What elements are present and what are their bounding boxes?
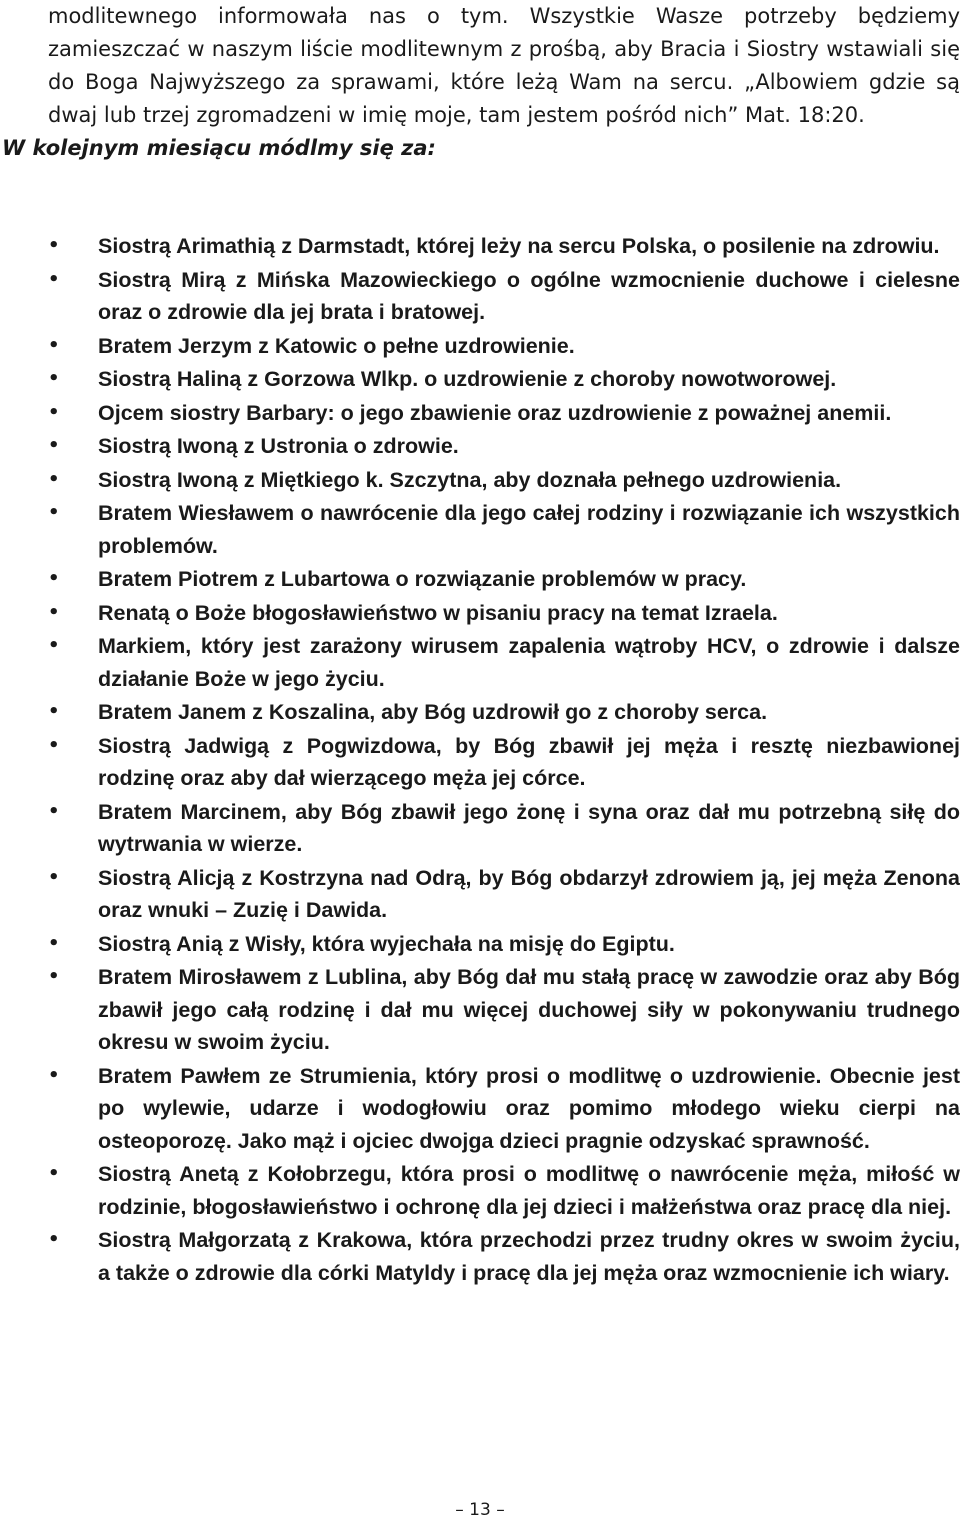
prayer-item-text: Siostrą Jadwigą z Pogwizdowa, by Bóg zbawił jej męża i resztę niezbawionej rodzinę oraz aby dał wierzącego męża jej córce. [98,733,960,790]
bullet-icon: • [48,468,60,490]
bullet-icon: • [48,866,60,888]
prayer-item [48,862,960,927]
prayer-item-text: Siostrą Małgorzatą z Krakowa, która przechodzi przez trudny okres w swoim życiu, a także o zdrowie dla córki Matyldy i pracę dla jej męża oraz wzmocnienie ich wiary. [98,1228,960,1285]
prayer-item-text: Bratem Wiesławem o nawrócenie dla jego całej rodziny i rozwiązanie ich wszystkich problemów. [98,501,960,558]
prayer-item-text: Siostrą Anetą z Kołobrzegu, która prosi o modlitwę o nawrócenie męża, miłość w rodzinie, błogosławieństwo i ochronę dla jej dzieci i małżeństwa oraz pracę dla niej. [98,1162,960,1219]
prayer-item-text: Bratem Mirosławem z Lublina, aby Bóg dał mu stałą pracę w zawodzie oraz aby Bóg zbawił jego całą rodzinę i dał mu więcej duchowej siły w pokonywaniu trudnego okresu w swoim życiu. [98,965,960,1054]
prayer-item [48,363,960,396]
bullet-icon: • [48,568,60,589]
prayer-item [48,630,960,695]
prayer-item [48,230,960,263]
bullet-icon: • [48,734,60,756]
prayer-item-text: Renatą o Boże błogosławieństwo w pisaniu pracy na temat Izraela. [98,600,778,625]
prayer-item [48,397,960,430]
prayer-item [48,464,960,497]
prayer-item [48,330,960,363]
bullet-icon: • [48,268,60,290]
prayer-item-text: Siostrą Arimathią z Darmstadt, której leży na sercu Polska, o posilenie na zdrowiu. [98,234,940,258]
bullet-icon: • [48,800,60,822]
prayer-item [48,1224,960,1289]
prayer-item-text: Bratem Janem z Koszalina, aby Bóg uzdrowił go z choroby serca. [98,700,768,724]
prayer-item [48,497,960,562]
bullet-icon: • [48,1163,60,1184]
prayer-item [48,563,960,596]
prayer-item-text: Bratem Piotrem z Lubartowa o rozwiązanie problemów w pracy. [98,567,747,591]
prayer-item-text: Bratem Jerzym z Katowic o pełne uzdrowienie. [98,333,575,358]
prayer-item [48,730,960,795]
bullet-icon: • [48,601,60,623]
bullet-icon: • [48,701,60,722]
bullet-icon: • [48,1064,60,1086]
prayer-item-text: Markiem, który jest zarażony wirusem zapalenia wątroby HCV, o zdrowie i dalsze działanie Boże w jego życiu. [98,634,960,691]
prayer-item [48,796,960,861]
prayer-item [48,1158,960,1223]
prayer-item [48,597,960,630]
page-number: – 13 – [455,1500,505,1520]
bullet-icon: • [48,401,60,423]
prayer-list [48,230,960,1290]
bullet-icon: • [48,1229,60,1250]
prayer-item [48,961,960,1059]
prayer-item-text: Siostrą Iwoną z Miętkiego k. Szczytna, aby doznała pełnego uzdrowienia. [98,467,842,492]
prayer-item [48,1060,960,1158]
document-page [2,0,960,1285]
bullet-icon: • [48,635,60,656]
bullet-icon: • [48,235,60,256]
bullet-icon: • [48,502,60,523]
prayer-item [48,696,960,729]
bullet-icon: • [48,334,60,356]
prayer-item-text: Siostrą Alicją z Kostrzyna nad Odrą, by Bóg obdarzył zdrowiem ją, jej męża Zenona oraz wnuki – Zuzię i Dawida. [98,865,960,922]
bullet-icon: • [48,966,60,987]
prayer-item-text: Siostrą Mirą z Mińska Mazowieckiego o ogólne wzmocnienie duchowe i cielesne oraz o zdrowie dla jej brata i bratowej. [98,267,960,324]
bullet-icon: • [48,435,60,456]
section-heading: W kolejnym miesiącu módlmy się za: [2,136,436,160]
prayer-item-text: Ojcem siostry Barbary: o jego zbawienie oraz uzdrowienie z poważnej anemii. [98,400,892,425]
intro-paragraph: modlitewnego informowała nas o tym. Wszystkie Wasze potrzeby będziemy zamieszczać w naszym liście modlitewnym z prośbą, aby Bracia i Siostry wstawiali się do Boga Najwyższego za sprawami, które leżą Wam na sercu. „Albowiem gdzie są dwaj lub trzej zgromadzeni w imię moje, tam jestem pośród nich” Mat. 18:20. [48,4,960,127]
prayer-item [48,264,960,329]
prayer-item-text: Siostrą Anią z Wisły, która wyjechała na misję do Egiptu. [98,931,675,956]
bullet-icon: • [48,368,60,389]
bullet-icon: • [48,932,60,954]
prayer-item [48,928,960,961]
prayer-item-text: Siostrą Iwoną z Ustronia o zdrowie. [98,434,459,458]
prayer-item-text: Siostrą Haliną z Gorzowa Wlkp. o uzdrowienie z choroby nowotworowej. [98,367,837,391]
prayer-item-text: Bratem Pawłem ze Strumienia, który prosi o modlitwę o uzdrowienie. Obecnie jest po wylewie, udarze i wodogłowiu oraz pomimo młodego wieku cierpi na osteoporozę. Jako mąż i ojciec dwojga dzieci pragnie odzyskać sprawność. [98,1063,960,1153]
prayer-item [48,430,960,463]
prayer-item-text: Bratem Marcinem, aby Bóg zbawił jego żonę i syna oraz dał mu potrzebną siłę do wytrwania w wierze. [98,799,960,856]
